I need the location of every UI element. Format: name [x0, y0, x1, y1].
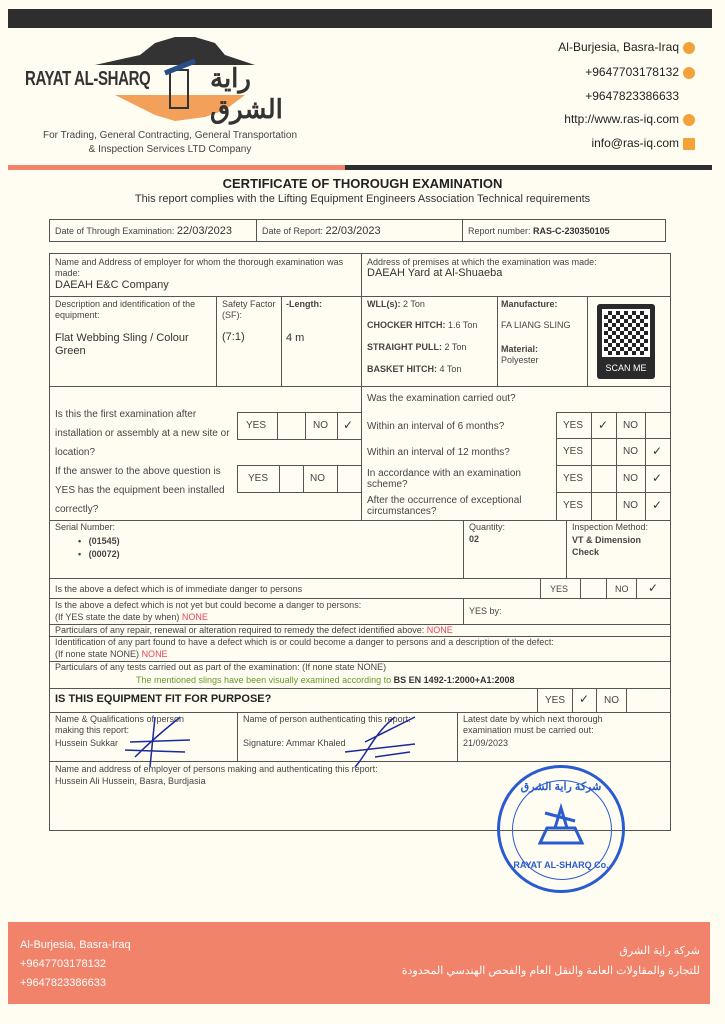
carried-out-question: In accordance with an examination scheme? — [367, 468, 521, 490]
carried-out-question: After the occurrence of exceptional circumstances? — [367, 495, 522, 517]
contact-text: +9647703178132 — [585, 65, 679, 79]
choker-value: 1.6 Ton — [448, 320, 478, 330]
signature-1-icon — [120, 712, 200, 772]
basket-label: BASKET HITCH: — [367, 364, 437, 374]
description-value: Flat Webbing Sling / Colour Green — [55, 332, 189, 357]
tests-label: Particulars of any tests carried out as part of the examination: (If none state NONE) — [55, 662, 387, 672]
straight-value: 2 Ton — [444, 342, 467, 352]
report-date: 22/03/2023 — [325, 225, 381, 237]
carried-out-question: Within an interval of 6 months? — [367, 421, 505, 432]
no-label: NO — [623, 420, 638, 431]
quantity-label: Quantity: — [469, 522, 506, 532]
future-danger-value: NONE — [181, 612, 208, 622]
report-date-label: Date of Report: — [262, 226, 324, 236]
serial-item: • (00072) — [78, 549, 120, 559]
yes-label: YES — [545, 695, 566, 706]
contact-email[interactable] — [591, 136, 695, 150]
yes-label: YES — [550, 584, 569, 594]
check-icon[interactable]: ✓ — [652, 498, 663, 512]
next-exam-date: 21/09/2023 — [463, 738, 509, 748]
top-bar — [8, 9, 712, 28]
footer-address: Al-Burjesia, Basra-Iraq — [20, 939, 131, 951]
website-link[interactable]: http://www.ras-iq.com — [564, 112, 679, 126]
check-icon[interactable]: ✓ — [648, 581, 659, 595]
divider-orange — [8, 165, 345, 170]
signature-2-icon — [335, 712, 425, 772]
auth-label: Name of person authenticating this report: — [243, 714, 411, 724]
employer-value: DAEAH E&C Company — [55, 279, 169, 291]
yes-label: YES — [246, 420, 267, 431]
wll-value: 2 Ton — [403, 299, 425, 309]
identification-value: NONE — [141, 649, 168, 659]
question-installed: If the answer to the above question is YES has the equipment been installed correctly? — [55, 466, 225, 515]
contact-address — [558, 40, 695, 54]
choker-label: CHOCKER HITCH: — [367, 320, 446, 330]
stamp-text-ar: شركة راية الشرق — [520, 781, 602, 793]
method-value: VT & Dimension Check — [572, 535, 642, 557]
globe-icon — [683, 114, 695, 126]
stamp-text-en: RAYAT AL-SHARQ Co. — [513, 860, 609, 870]
employer-persons-label: Name and address of employer of persons making and authenticating this report: — [55, 764, 378, 774]
contact-text: +9647823386633 — [585, 89, 679, 103]
logo-en: RAYAT AL-SHARQ — [25, 68, 151, 90]
employer-persons-value: Hussein Ali Hussein, Basra, Burdjasia — [55, 776, 206, 786]
maker-value: Hussein Sukkar — [55, 738, 119, 748]
immediate-danger-question: Is the above a defect which is of immediate danger to persons — [55, 584, 303, 594]
tagline-2: & Inspection Services LTD Company — [88, 144, 252, 155]
tests-standard: BS EN 1492-1:2000+A1:2008 — [393, 675, 515, 685]
logo-ar: راية الشرق — [210, 63, 283, 124]
material-value: Polyester — [501, 355, 539, 365]
identification-hint: (If none state NONE) — [55, 649, 140, 659]
no-label: NO — [313, 420, 328, 431]
footer-phone-1: +9647703178132 — [20, 958, 106, 970]
exam-date-label: Date of Through Examination: — [55, 226, 175, 236]
footer-ar-desc: للتجارة والمقاولات العامة والنقل العام والفحص الهندسي المحدودة — [401, 965, 700, 977]
yes-label: YES — [563, 446, 584, 457]
length-value: 4 m — [286, 332, 305, 344]
sf-value: (7:1) — [222, 331, 245, 343]
contact-web[interactable] — [564, 112, 695, 126]
company-stamp — [497, 765, 625, 893]
identification-label: Identification of any part found to have a defect which is or could become a danger to persons and a description of the defect: — [55, 637, 554, 647]
tagline-1: For Trading, General Contracting, General Transportation — [42, 130, 298, 141]
fit-for-purpose-question: IS THIS EQUIPMENT FIT FOR PURPOSE? — [55, 693, 272, 705]
check-icon[interactable]: ✓ — [579, 692, 590, 706]
wll-label: WLL(s): — [367, 299, 401, 309]
sf-label: Safety Factor (SF): — [222, 299, 276, 320]
divider-dark — [345, 165, 712, 170]
footer-bar — [8, 922, 710, 1004]
no-label: NO — [623, 446, 638, 457]
contact-phone-1 — [585, 65, 695, 79]
page-subtitle: This report complies with the Lifting Equipment Engineers Association Technical requirements — [134, 193, 591, 205]
basket-value: 4 Ton — [439, 364, 462, 374]
repair-value: NONE — [426, 625, 453, 635]
location-icon — [683, 42, 695, 54]
check-icon[interactable]: ✓ — [652, 471, 663, 485]
repair-label: Particulars of any repair, renewal or alteration required to remedy the defect identified above: — [55, 625, 425, 635]
yes-label: YES — [248, 473, 269, 484]
phone-icon — [683, 67, 695, 79]
premises-label: Address of premises at which the examination was made: — [367, 257, 597, 267]
report-number-label: Report number: — [468, 226, 531, 236]
contact-text: Al-Burjesia, Basra-Iraq — [558, 40, 679, 54]
quantity-value: 02 — [469, 534, 480, 544]
logo — [25, 35, 325, 125]
carried-out-label: Was the examination carried out? — [367, 393, 516, 404]
report-number: RAS-C-230350105 — [533, 226, 610, 236]
serial-item: • (01545) — [78, 536, 120, 546]
future-danger-question: Is the above a defect which is not yet but could become a danger to persons: — [55, 600, 362, 610]
page-title: CERTIFICATE OF THOROUGH EXAMINATION — [222, 176, 503, 191]
yes-label: YES — [563, 500, 584, 511]
footer-phone-2: +9647823386633 — [20, 977, 106, 989]
yes-by-label: YES by: — [469, 606, 502, 616]
check-icon[interactable]: ✓ — [343, 418, 354, 432]
employer-label: Name and Address of employer for whom the thorough examination was made: — [55, 257, 344, 278]
future-danger-hint: (If YES state the date by when) — [55, 612, 180, 622]
no-label: NO — [623, 500, 638, 511]
check-icon[interactable]: ✓ — [652, 444, 663, 458]
footer-ar-name: شركة راية الشرق — [619, 945, 700, 957]
no-label: NO — [623, 473, 638, 484]
premises-value: DAEAH Yard at Al-Shuaeba — [367, 267, 503, 279]
qr-pattern-icon — [602, 309, 650, 357]
question-first-exam: Is this the first examination after installation or assembly at a new site or location? — [55, 409, 230, 458]
manufacture-value: FA LIANG SLING — [501, 320, 571, 330]
next-exam-label: Latest date by which next thorough examination must be carried out: — [463, 714, 603, 735]
material-label: Material: — [501, 344, 539, 354]
qr-code[interactable] — [597, 304, 655, 379]
serial-label: Serial Number: — [55, 522, 116, 532]
stamp-rig-icon — [535, 803, 587, 855]
manufacture-label: Manufacture: — [501, 299, 558, 309]
yes-label: YES — [563, 420, 584, 431]
mail-icon — [683, 138, 695, 150]
straight-label: STRAIGHT PULL: — [367, 342, 442, 352]
contact-phone-2 — [585, 89, 679, 103]
no-label: NO — [615, 584, 629, 594]
length-label: -Length: — [286, 299, 322, 309]
method-label: Inspection Method: — [572, 522, 649, 532]
email-link[interactable]: info@ras-iq.com — [591, 136, 679, 150]
description-label: Description and identification of the equipment: — [55, 299, 196, 320]
yes-label: YES — [563, 473, 584, 484]
carried-out-question: Within an interval of 12 months? — [367, 447, 510, 458]
tests-note: The mentioned slings have been visually examined according to — [136, 675, 392, 685]
exam-date: 22/03/2023 — [176, 225, 232, 237]
check-icon[interactable]: ✓ — [598, 418, 609, 432]
qr-label: SCAN ME — [605, 363, 647, 373]
auth-value: Signature: Ammar Khaled — [243, 738, 346, 748]
no-label: NO — [310, 473, 325, 484]
maker-label: Name & Qualifications of person making this report: — [55, 714, 185, 735]
no-label: NO — [604, 695, 619, 706]
